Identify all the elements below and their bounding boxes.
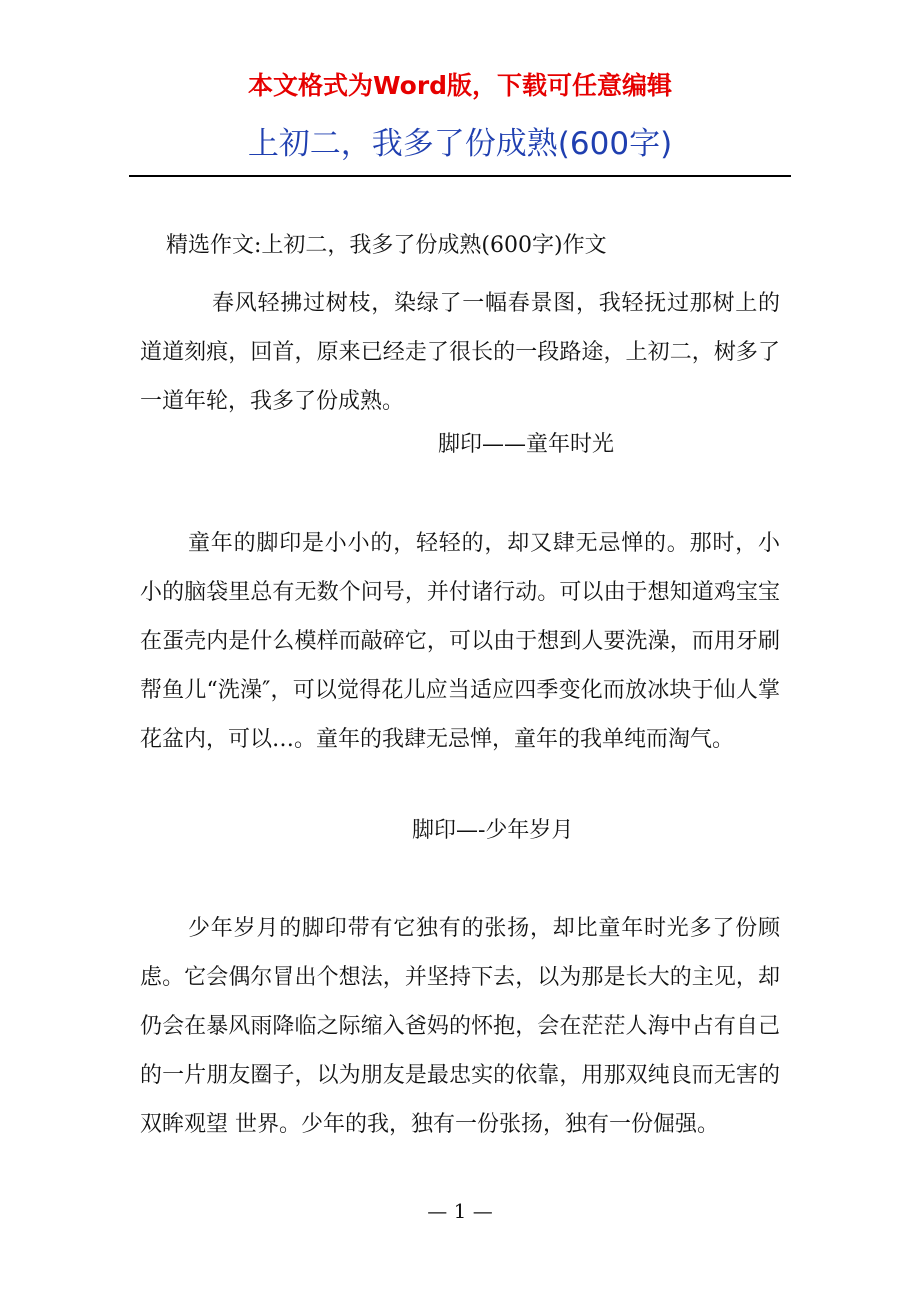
- document-title: 上初二，我多了份成熟(600字): [247, 126, 673, 162]
- page-number: — 1 —: [427, 1199, 493, 1223]
- title-divider: [129, 175, 791, 177]
- paragraph-childhood: 童年的脚印是小小的，轻轻的，却又肆无忌惮的。那时，小小的脑袋里总有无数个问号，并付诸行动。可以由于想知道鸡宝宝在蛋壳内是什么模样而敲碎它，可以由于想到人要洗澡，而用牙刷帮鱼儿“洗澡″，可以觉得花儿应当适应四季变化而放冰块于仙人掌花盆内，可以…。童年的我肆无忌惮，童年的我单纯而淘气。: [140, 531, 780, 752]
- section-heading-childhood: 脚印——童年时光: [438, 432, 615, 457]
- paragraph-intro: 春风轻拂过树枝，染绿了一幅春景图，我轻抚过那树上的道道刻痕，回首，原来已经走了很长的一段路途，上初二，树多了一道年轮，我多了份成熟。: [140, 291, 780, 414]
- download-banner: 本文格式为Word版，下载可任意编辑: [247, 71, 673, 100]
- intro-line: 精选作文:上初二，我多了份成熟(600字)作文: [166, 233, 607, 258]
- section-heading-youth: 脚印—-少年岁月: [412, 818, 574, 843]
- paragraph-youth: 少年岁月的脚印带有它独有的张扬，却比童年时光多了份顾虑。它会偶尔冒出个想法，并坚持下去，以为那是长大的主见，却仍会在暴风雨降临之际缩入爸妈的怀抱，会在茫茫人海中占有自己的一片朋友圈子，以为朋友是最忠实的依靠，用那双纯良而无害的双眸观望 世界。少年的我，独有一份张扬，独有一份倔强。: [140, 916, 780, 1137]
